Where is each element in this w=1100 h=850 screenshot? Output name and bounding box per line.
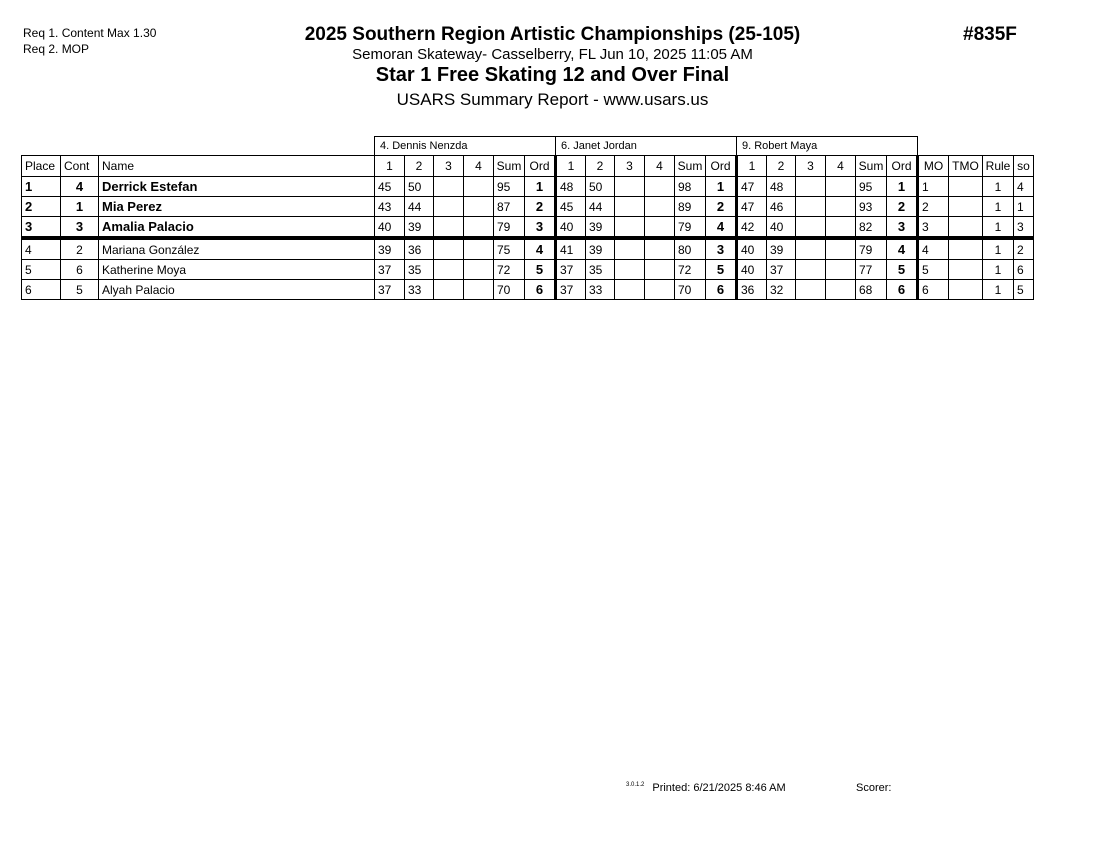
judge-1-score-4 xyxy=(464,177,494,197)
place-cell: 4 xyxy=(22,238,61,260)
judge-2-ordinal: 6 xyxy=(706,280,737,300)
contestant-number-cell: 3 xyxy=(61,217,99,239)
tmo-cell xyxy=(949,177,983,197)
venue-line: Semoran Skateway- Casselberry, FL Jun 10, 2025 11:05 AM xyxy=(352,46,753,63)
judge-3-score-4 xyxy=(826,177,856,197)
judge-2-score-4 xyxy=(645,197,675,217)
contestant-number-cell: 6 xyxy=(61,260,99,280)
tmo-cell xyxy=(949,260,983,280)
judge-3-score-4 xyxy=(826,280,856,300)
judge-1-sum: 79 xyxy=(494,217,525,239)
col-name: Name xyxy=(99,156,375,177)
judge-1-score-1: 37 xyxy=(375,260,405,280)
judge-1-score-4 xyxy=(464,197,494,217)
judge-2-score-1: 45 xyxy=(556,197,586,217)
judge-1-sum: 87 xyxy=(494,197,525,217)
judge-2-score-1: 37 xyxy=(556,260,586,280)
col-j3-1: 1 xyxy=(737,156,767,177)
judge-1-name: 4. Dennis Nenzda xyxy=(375,137,556,156)
judge-2-score-2: 50 xyxy=(586,177,615,197)
table-row xyxy=(22,197,1034,217)
so-cell: 6 xyxy=(1014,260,1034,280)
judge-3-score-1: 42 xyxy=(737,217,767,239)
so-cell: 4 xyxy=(1014,177,1034,197)
judge-2-score-1: 40 xyxy=(556,217,586,239)
judge-2-score-2: 33 xyxy=(586,280,615,300)
judge-1-sum: 95 xyxy=(494,177,525,197)
tmo-cell xyxy=(949,238,983,260)
judge-3-score-3 xyxy=(796,280,826,300)
judge-3-score-4 xyxy=(826,238,856,260)
scorer-label: Scorer: xyxy=(856,782,892,794)
judge-3-score-2: 46 xyxy=(767,197,796,217)
judge-2-name: 6. Janet Jordan xyxy=(556,137,737,156)
table-row xyxy=(22,280,1034,300)
judge-3-score-2: 32 xyxy=(767,280,796,300)
judge-1-ordinal: 6 xyxy=(525,280,556,300)
judge-1-score-2: 39 xyxy=(405,217,434,239)
place-cell: 2 xyxy=(22,197,61,217)
judge-2-sum: 80 xyxy=(675,238,706,260)
judge-3-ordinal: 1 xyxy=(887,177,918,197)
judge-3-name: 9. Robert Maya xyxy=(737,137,918,156)
judge-1-score-3 xyxy=(434,260,464,280)
mo-cell: 5 xyxy=(918,260,949,280)
judge-3-score-4 xyxy=(826,260,856,280)
printed-timestamp: Printed: 6/21/2025 8:46 AM xyxy=(652,782,786,794)
printed-info xyxy=(626,782,786,794)
table-row xyxy=(22,177,1034,197)
table-row xyxy=(22,238,1034,260)
judge-2-score-4 xyxy=(645,177,675,197)
col-j1-1: 1 xyxy=(375,156,405,177)
judge-1-score-3 xyxy=(434,217,464,239)
contestant-number-cell: 1 xyxy=(61,197,99,217)
col-j2-3: 3 xyxy=(615,156,645,177)
rule-cell: 1 xyxy=(983,217,1014,239)
judge-3-score-2: 48 xyxy=(767,177,796,197)
judge-3-score-1: 36 xyxy=(737,280,767,300)
judge-3-score-3 xyxy=(796,238,826,260)
judge-2-score-4 xyxy=(645,217,675,239)
skater-name-cell: Derrick Estefan xyxy=(99,177,375,197)
judge-1-score-2: 35 xyxy=(405,260,434,280)
judge-1-score-1: 40 xyxy=(375,217,405,239)
judge-2-score-2: 39 xyxy=(586,238,615,260)
col-j1-2: 2 xyxy=(405,156,434,177)
judge-2-score-3 xyxy=(615,280,645,300)
so-cell: 5 xyxy=(1014,280,1034,300)
judge-3-score-4 xyxy=(826,217,856,239)
col-rule: Rule xyxy=(983,156,1014,177)
mo-cell: 1 xyxy=(918,177,949,197)
rule-cell: 1 xyxy=(983,177,1014,197)
judge-3-score-2: 40 xyxy=(767,217,796,239)
judge-1-sum: 75 xyxy=(494,238,525,260)
judge-3-sum: 77 xyxy=(856,260,887,280)
judge-2-score-1: 41 xyxy=(556,238,586,260)
table-row xyxy=(22,260,1034,280)
contestant-number-cell: 4 xyxy=(61,177,99,197)
col-mo: MO xyxy=(918,156,949,177)
skater-name-cell: Mariana González xyxy=(99,238,375,260)
skater-name-cell: Amalia Palacio xyxy=(99,217,375,239)
judge-3-sum: 93 xyxy=(856,197,887,217)
judge-1-score-2: 33 xyxy=(405,280,434,300)
judge-2-score-3 xyxy=(615,177,645,197)
judge-1-score-1: 45 xyxy=(375,177,405,197)
event-code: #835F xyxy=(963,24,1017,45)
skater-name-cell: Alyah Palacio xyxy=(99,280,375,300)
judge-2-score-3 xyxy=(615,217,645,239)
requirement-1: Req 1. Content Max 1.30 xyxy=(23,26,157,40)
judge-1-score-2: 36 xyxy=(405,238,434,260)
judge-3-ordinal: 2 xyxy=(887,197,918,217)
col-j1-4: 4 xyxy=(464,156,494,177)
judges-row xyxy=(22,137,1034,156)
judge-1-score-3 xyxy=(434,238,464,260)
judge-2-score-3 xyxy=(615,238,645,260)
place-cell: 6 xyxy=(22,280,61,300)
report-title: USARS Summary Report - www.usars.us xyxy=(396,90,709,109)
judge-2-score-2: 39 xyxy=(586,217,615,239)
table-row xyxy=(22,217,1034,239)
col-tmo: TMO xyxy=(949,156,983,177)
judge-1-score-3 xyxy=(434,177,464,197)
judge-2-sum: 70 xyxy=(675,280,706,300)
judge-3-sum: 79 xyxy=(856,238,887,260)
judge-1-sum: 70 xyxy=(494,280,525,300)
rule-cell: 1 xyxy=(983,238,1014,260)
mo-cell: 3 xyxy=(918,217,949,239)
so-cell: 3 xyxy=(1014,217,1034,239)
judge-2-ordinal: 1 xyxy=(706,177,737,197)
judge-2-ordinal: 4 xyxy=(706,217,737,239)
judge-3-score-1: 40 xyxy=(737,260,767,280)
judge-1-score-2: 44 xyxy=(405,197,434,217)
judge-3-ordinal: 4 xyxy=(887,238,918,260)
judge-1-ordinal: 1 xyxy=(525,177,556,197)
judge-2-sum: 72 xyxy=(675,260,706,280)
place-cell: 5 xyxy=(22,260,61,280)
judge-1-score-1: 37 xyxy=(375,280,405,300)
judge-1-score-1: 43 xyxy=(375,197,405,217)
judge-2-score-4 xyxy=(645,238,675,260)
judge-3-score-3 xyxy=(796,197,826,217)
col-j1-ord: Ord xyxy=(525,156,556,177)
judge-1-ordinal: 4 xyxy=(525,238,556,260)
judge-1-score-2: 50 xyxy=(405,177,434,197)
so-cell: 1 xyxy=(1014,197,1034,217)
judge-1-sum: 72 xyxy=(494,260,525,280)
judge-1-ordinal: 3 xyxy=(525,217,556,239)
judge-3-sum: 68 xyxy=(856,280,887,300)
skater-name-cell: Katherine Moya xyxy=(99,260,375,280)
judge-1-score-3 xyxy=(434,197,464,217)
judge-2-sum: 79 xyxy=(675,217,706,239)
requirement-2: Req 2. MOP xyxy=(23,42,90,56)
col-j1-3: 3 xyxy=(434,156,464,177)
judge-1-score-4 xyxy=(464,217,494,239)
col-so: so xyxy=(1014,156,1034,177)
contestant-number-cell: 2 xyxy=(61,238,99,260)
tmo-cell xyxy=(949,197,983,217)
judge-1-score-3 xyxy=(434,280,464,300)
judge-1-ordinal: 2 xyxy=(525,197,556,217)
judge-3-score-3 xyxy=(796,177,826,197)
judge-3-score-2: 37 xyxy=(767,260,796,280)
judge-3-score-4 xyxy=(826,197,856,217)
col-j2-sum: Sum xyxy=(675,156,706,177)
judge-1-ordinal: 5 xyxy=(525,260,556,280)
judge-2-ordinal: 5 xyxy=(706,260,737,280)
judge-1-score-4 xyxy=(464,260,494,280)
rule-cell: 1 xyxy=(983,197,1014,217)
judge-3-ordinal: 5 xyxy=(887,260,918,280)
judge-2-score-2: 35 xyxy=(586,260,615,280)
judge-1-score-4 xyxy=(464,280,494,300)
mo-cell: 6 xyxy=(918,280,949,300)
col-j2-1: 1 xyxy=(556,156,586,177)
judge-2-score-1: 48 xyxy=(556,177,586,197)
col-j3-4: 4 xyxy=(826,156,856,177)
tmo-cell xyxy=(949,217,983,239)
col-j2-4: 4 xyxy=(645,156,675,177)
judge-2-score-3 xyxy=(615,260,645,280)
col-j3-3: 3 xyxy=(796,156,826,177)
judge-3-score-3 xyxy=(796,217,826,239)
col-j3-ord: Ord xyxy=(887,156,918,177)
version-mark: 3.0.1.2 xyxy=(626,782,645,788)
col-j1-sum: Sum xyxy=(494,156,525,177)
judge-3-sum: 82 xyxy=(856,217,887,239)
category-title: Star 1 Free Skating 12 and Over Final xyxy=(375,64,730,86)
judge-1-score-4 xyxy=(464,238,494,260)
judge-3-ordinal: 3 xyxy=(887,217,918,239)
so-cell: 2 xyxy=(1014,238,1034,260)
judge-2-score-1: 37 xyxy=(556,280,586,300)
skater-name-cell: Mia Perez xyxy=(99,197,375,217)
judge-1-score-1: 39 xyxy=(375,238,405,260)
col-j3-sum: Sum xyxy=(856,156,887,177)
judge-2-score-4 xyxy=(645,280,675,300)
rule-cell: 1 xyxy=(983,280,1014,300)
judge-3-score-3 xyxy=(796,260,826,280)
rule-cell: 1 xyxy=(983,260,1014,280)
judge-2-sum: 98 xyxy=(675,177,706,197)
judge-2-score-4 xyxy=(645,260,675,280)
results-table xyxy=(21,136,1034,300)
place-cell: 3 xyxy=(22,217,61,239)
col-cont: Cont xyxy=(61,156,99,177)
mo-cell: 4 xyxy=(918,238,949,260)
header-row xyxy=(22,156,1034,177)
judge-3-score-1: 47 xyxy=(737,197,767,217)
judge-3-score-1: 40 xyxy=(737,238,767,260)
event-title: 2025 Southern Region Artistic Championships (25-105) xyxy=(304,24,801,45)
judge-3-score-2: 39 xyxy=(767,238,796,260)
judge-2-score-3 xyxy=(615,197,645,217)
col-j2-2: 2 xyxy=(586,156,615,177)
judge-2-ordinal: 3 xyxy=(706,238,737,260)
col-j3-2: 2 xyxy=(767,156,796,177)
judge-2-score-2: 44 xyxy=(586,197,615,217)
judge-3-sum: 95 xyxy=(856,177,887,197)
judge-2-sum: 89 xyxy=(675,197,706,217)
col-j2-ord: Ord xyxy=(706,156,737,177)
contestant-number-cell: 5 xyxy=(61,280,99,300)
place-cell: 1 xyxy=(22,177,61,197)
tmo-cell xyxy=(949,280,983,300)
judge-3-score-1: 47 xyxy=(737,177,767,197)
judge-3-ordinal: 6 xyxy=(887,280,918,300)
col-place: Place xyxy=(22,156,61,177)
judge-2-ordinal: 2 xyxy=(706,197,737,217)
mo-cell: 2 xyxy=(918,197,949,217)
